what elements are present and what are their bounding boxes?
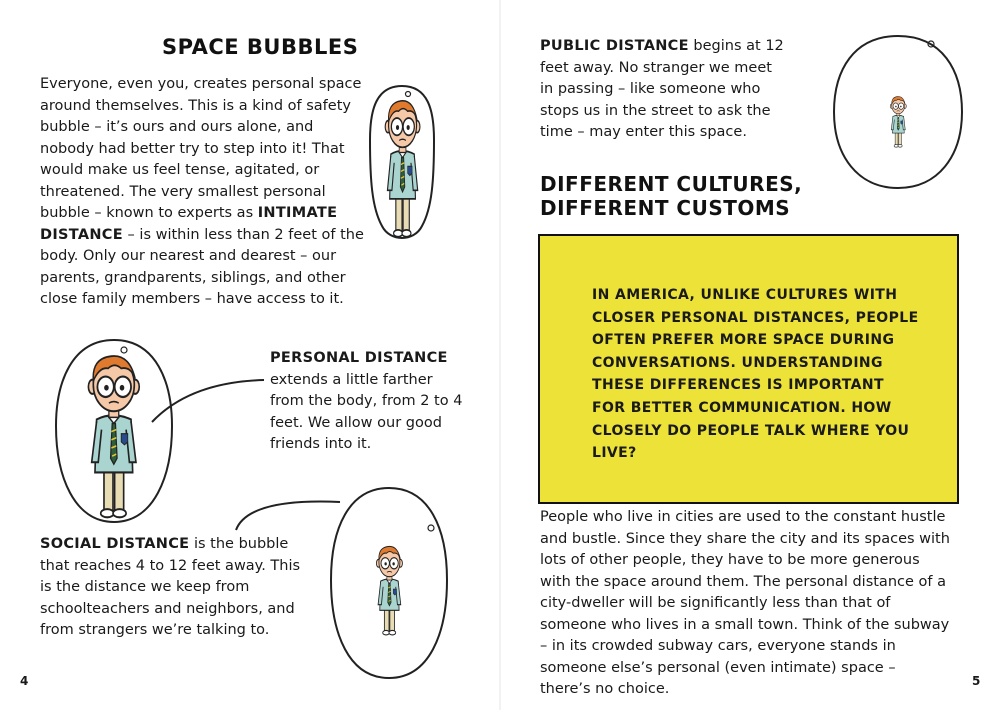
intimate-bubble-boy-illustration [362,80,442,250]
social-distance-text: is the bubble that reaches 4 to 12 feet away. This is the distance we keep from schoolteachers and neighbors, and from strangers we’re talking to. [40,536,301,638]
intro-text-part2: – is within less than 2 feet of the body. Only our nearest and dearest – our parents, grandparents, siblings, and other close family members – have access to it. [40,226,364,307]
intro-text-part1: Everyone, even you, creates personal space around themselves. This is a kind of safety bubble – it’s ours and ours alone, and nobody had better try to step into it! That would make us feel tense, agitated, or threatened. The very smallest personal bubble – known to experts as [40,76,362,221]
section-title [540,172,802,220]
city-dweller-text: People who live in cities are used to the constant hustle and bustle. Since they share the city and its spaces with lots of other people, they have to be more generous with the space around them. The personal distance of a city-dweller will be significantly less than that of someone who lives in a small town. Think of the subway – in its crowded subway cars, everyone stands in someone else’s personal (even intimate) space – there’s no choice. [540,509,950,697]
public-distance-text: begins at 12 feet away. No stranger we meet in passing – like someone who stops us in the street to ask the time – may enter this space. [540,38,784,140]
page-gutter [499,0,501,710]
personal-distance-paragraph [270,348,466,456]
public-distance-paragraph [540,36,786,144]
intro-paragraph [40,74,364,311]
personal-distance-pointer-line [150,374,266,424]
section-title-line1: DIFFERENT CULTURES, [540,172,803,196]
page-number-left: 4 [20,674,29,688]
personal-distance-label: PERSONAL DISTANCE [270,350,448,366]
personal-bubble-boy-illustration [44,336,184,531]
social-distance-label: SOCIAL DISTANCE [40,536,190,552]
social-bubble-boy-illustration [325,484,451,684]
city-dweller-paragraph [540,507,950,701]
page-title: SPACE BUBBLES [162,35,359,59]
intimate-distance-label: INTIMATE DISTANCE [40,205,338,243]
callout-text: IN AMERICA, UNLIKE CULTURES WITH CLOSER PERSONAL DISTANCES, PEOPLE OFTEN PREFER MORE SPACE DURING CONVERSATIONS. UNDERSTANDING THESE DIFFERENCES IS IMPORTANT FOR BETTER COMMUNICATION. HOW CLOSELY DO PEOPLE TALK WHERE YOU LIVE? [592,287,919,462]
public-bubble-boy-illustration [828,32,968,192]
personal-distance-text: extends a little farther from the body, from 2 to 4 feet. We allow our good friends into it. [270,371,463,452]
public-distance-label: PUBLIC DISTANCE [540,38,689,54]
culture-callout-box [538,234,959,504]
social-distance-paragraph [40,534,308,642]
section-title-line2: DIFFERENT CUSTOMS [540,196,791,220]
page-number-right: 5 [972,674,981,688]
